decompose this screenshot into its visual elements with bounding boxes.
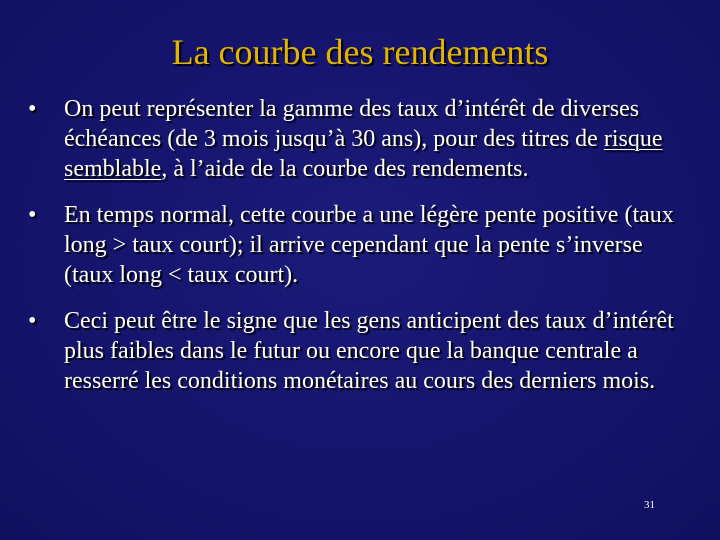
- bullet-item-1: [28, 94, 693, 184]
- bullet-dot-icon: •: [28, 202, 37, 228]
- bullet-text-3: Ceci peut être le signe que les gens anticipent des taux d’intérêt plus faibles dans le futur ou encore que la banque centrale a resserré les conditions monétaires au cours des derniers mois.: [64, 308, 674, 394]
- bullet-dot-icon: •: [28, 96, 37, 122]
- page-number: 31: [644, 499, 655, 511]
- bullet-text-1-before: On peut représenter la gamme des taux d’intérêt de diverses échéances (de 3 mois jusqu’à 30 ans), pour des titres de: [64, 96, 640, 152]
- bullet-text-1-underlined: risque semblable: [64, 126, 663, 182]
- bullet-list: [28, 94, 693, 412]
- bullet-item-2: [28, 200, 693, 290]
- slide-title: La courbe des rendements: [171, 32, 549, 72]
- bullet-dot-icon: •: [28, 308, 37, 334]
- bullet-text-2: En temps normal, cette courbe a une légère pente positive (taux long > taux court); il arrive cependant que la pente s’inverse (taux long < taux court).: [64, 202, 674, 288]
- bullet-text-1-after: , à l’aide de la courbe des rendements.: [161, 156, 529, 182]
- bullet-item-3: [28, 306, 693, 396]
